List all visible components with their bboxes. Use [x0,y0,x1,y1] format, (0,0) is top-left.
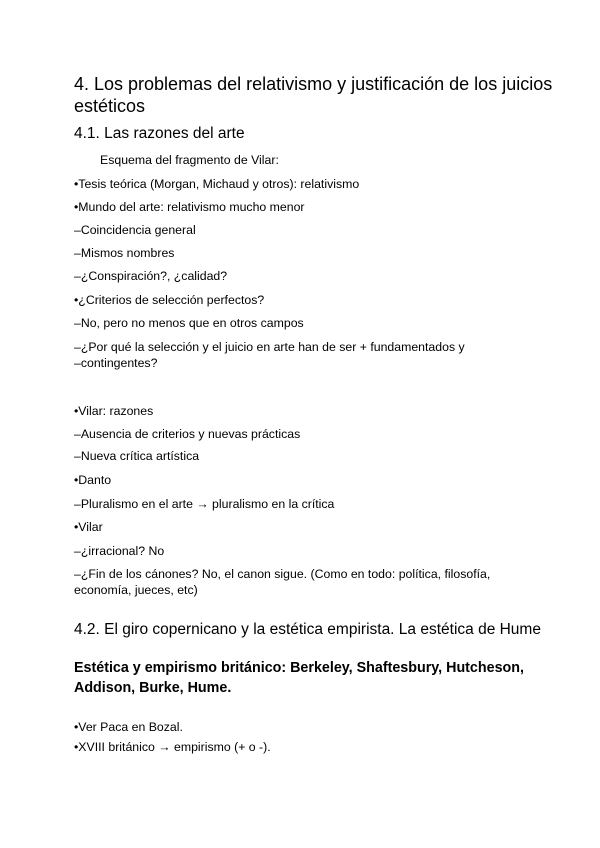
list-item: •Vilar [74,520,103,534]
list-item: –¿Por qué la selección y el juicio en arte han de ser + fundamentados y [74,340,465,354]
list-item: –Pluralismo en el arte → pluralismo en la crítica [74,497,335,511]
list-item: •Tesis teórica (Morgan, Michaud y otros): relativismo [74,177,360,191]
list-item: economía, jueces, etc) [74,583,198,597]
section-heading-4-line2: estéticos [74,96,146,116]
list-item: •Ver Paca en Bozal. [74,720,183,734]
list-item: •Danto [74,473,112,487]
list-item: •Mundo del arte: relativismo mucho menor [74,200,305,214]
list-item: –Nueva crítica artística [74,449,200,463]
subsection-heading-4-1: 4.1. Las razones del arte [74,125,245,142]
esquema-label: Esquema del fragmento de Vilar: [100,153,279,167]
list-item: –¿irracional? No [74,544,165,558]
list-item: –Ausencia de criterios y nuevas prácticas [74,427,301,441]
subsection-heading-4-2: 4.2. El giro copernicano y la estética empirista. La estética de Hume [74,621,541,638]
list-item: –No, pero no menos que en otros campos [74,316,304,330]
list-item: –¿Conspiración?, ¿calidad? [74,269,228,283]
list-item: –¿Fin de los cánones? No, el canon sigue. (Como en todo: política, filosofía, [74,567,491,581]
list-item: •Vilar: razones [74,404,154,418]
list-item: •¿Criterios de selección perfectos? [74,293,265,307]
list-item: •XVIII británico → empirismo (+ o -). [74,740,271,754]
list-item: –contingentes? [74,356,158,370]
section-heading-4-line1: 4. Los problemas del relativismo y justificación de los juicios [74,74,553,94]
bold-heading-line2: Addison, Burke, Hume. [74,680,232,696]
bold-heading-line1: Estética y empirismo británico: Berkeley, Shaftesbury, Hutcheson, [74,660,524,676]
list-item: –Coincidencia general [74,223,196,237]
list-item: –Mismos nombres [74,246,175,260]
